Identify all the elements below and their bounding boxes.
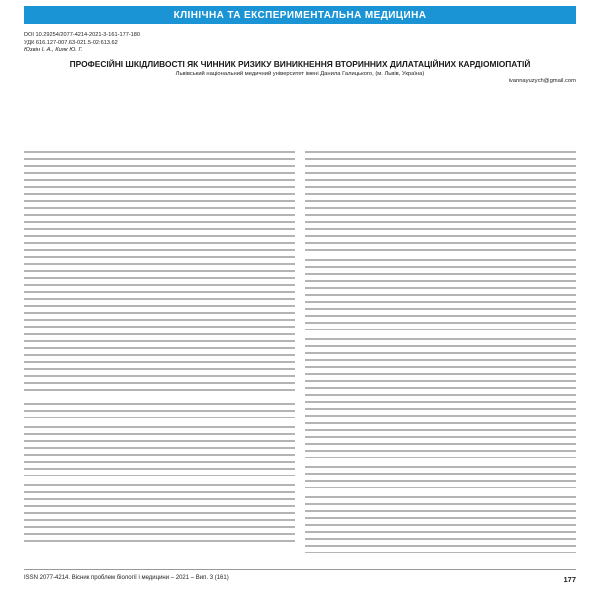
article-meta xyxy=(24,32,576,55)
body-paragraph xyxy=(24,403,295,418)
body-paragraph xyxy=(305,259,576,330)
page-footer xyxy=(24,569,576,584)
left-column xyxy=(24,151,295,555)
doi-line: DOI 10.29254/2077-4214-2021-3-161-177-180 xyxy=(24,32,141,38)
authors: Юзвін І. А., Кияк Ю. Г. xyxy=(24,47,83,54)
udc-line: УДК 616.127-007.63-021.5-02:613.62 xyxy=(24,39,118,46)
body-paragraph xyxy=(24,426,295,476)
article-body xyxy=(24,151,576,555)
affiliation: Львівський національний медичний університет імені Данила Галицького, (м. Львів, Україна) xyxy=(175,70,425,77)
body-paragraph xyxy=(24,151,295,395)
body-paragraph xyxy=(24,484,295,547)
body-paragraph xyxy=(305,151,576,251)
issn-line: ISSN 2077-4214. Вісник проблем біології і медицини – 2021 – Вип. 3 (161) xyxy=(24,575,229,581)
journal-section-header: КЛІНІЧНА ТА ЕКСПЕРИМЕНТАЛЬНА МЕДИЦИНА xyxy=(24,6,576,24)
right-column xyxy=(305,151,576,555)
page-number: 177 xyxy=(563,575,576,584)
body-paragraph xyxy=(305,466,576,488)
body-paragraph xyxy=(305,496,576,553)
body-paragraph xyxy=(305,338,576,458)
article-title: ПРОФЕСІЙНІ ШКІДЛИВОСТІ ЯК ЧИННИК РИЗИКУ ВИНИКНЕННЯ ВТОРИННИХ ДИЛАТАЦІЙНИХ КАРДІОМІОПАТІЙ xyxy=(69,58,531,69)
author-email: ivannayuzych@gmail.com xyxy=(508,78,576,85)
